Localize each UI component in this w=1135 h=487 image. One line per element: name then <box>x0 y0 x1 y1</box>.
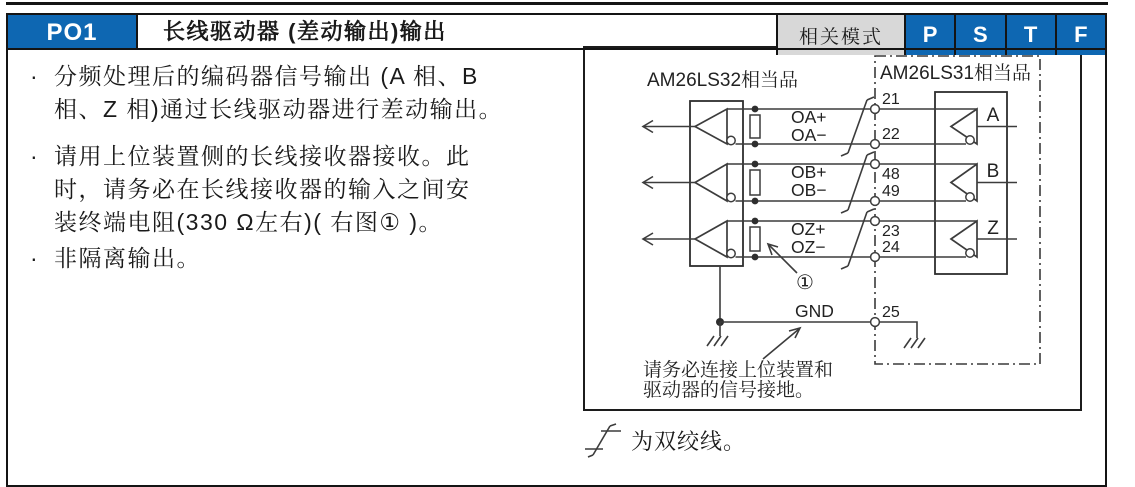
channel-b <box>643 152 1017 213</box>
pin-number: 25 <box>882 304 900 321</box>
bullet-line: 相、Z 相)通过长线驱动器进行差动输出。 <box>54 96 504 122</box>
mode-cell-t: T <box>1005 15 1055 55</box>
signal-label-oa-plus: OA+ <box>791 107 827 127</box>
connector-pin <box>871 253 880 262</box>
receiver-invert-bubble <box>727 193 735 201</box>
termination-resistor <box>750 115 760 138</box>
section-box <box>6 13 1107 487</box>
twisted-pair-legend <box>583 422 746 458</box>
twisted-pair-symbol <box>583 422 623 458</box>
connector-pin <box>871 105 880 114</box>
twisted-pair-mark <box>841 97 874 156</box>
phase-label-z: Z <box>987 218 999 239</box>
bullet-marker: · <box>30 245 40 271</box>
bullet-item <box>30 60 585 126</box>
channel-z <box>643 209 1017 269</box>
termination-resistor <box>750 170 760 195</box>
mode-cell-f: F <box>1055 15 1105 55</box>
section-title: 长线驱动器 (差动输出)输出 <box>163 19 447 44</box>
signal-label-oz-plus: OZ+ <box>791 219 826 239</box>
connector-pin <box>871 217 880 226</box>
bullet-item <box>30 140 585 239</box>
ground-note <box>643 328 833 401</box>
gnd-net <box>707 266 925 348</box>
bullet-line: 非隔离输出。 <box>54 245 201 271</box>
parameter-code-badge <box>8 15 138 50</box>
receiver-invert-bubble <box>727 249 735 257</box>
driver-invert-bubble <box>966 249 974 257</box>
twisted-pair-mark <box>841 152 874 213</box>
connector-pin <box>871 197 880 206</box>
ground-symbol <box>707 322 728 346</box>
ground-note-line: 驱动器的信号接地。 <box>643 380 815 401</box>
connector-pin <box>871 140 880 149</box>
receiver-invert-bubble <box>727 136 735 144</box>
bullet-marker: · <box>30 143 40 169</box>
pin-number: 21 <box>882 91 900 108</box>
description-list <box>30 60 585 275</box>
driver-invert-bubble <box>966 193 974 201</box>
signal-label-ob-minus: OB− <box>791 180 827 200</box>
bullet-marker: · <box>30 63 40 89</box>
mode-cell-p: P <box>904 15 954 55</box>
ground-note-line: 请务必连接上位装置和 <box>643 360 834 381</box>
bullet-line: 请用上位装置侧的长线接收器接收。此 <box>54 143 471 169</box>
wiring-diagram <box>583 46 1083 412</box>
pin-number: 48 <box>882 166 900 183</box>
gnd-label: GND <box>795 301 834 321</box>
phase-label-a: A <box>986 105 1000 126</box>
legend-text: 为双绞线。 <box>631 428 747 454</box>
connector-pin <box>871 318 880 327</box>
parameter-code: PO1 <box>46 18 98 46</box>
bullet-line: 分频处理后的编码器信号输出 (A 相、B <box>54 63 479 89</box>
pin-number: 23 <box>882 223 900 240</box>
page-top-rule <box>6 2 1108 5</box>
pin-number: 22 <box>882 126 900 143</box>
header-bottom-border <box>8 48 1105 50</box>
twisted-pair-mark <box>841 209 874 269</box>
mode-cell-s: S <box>954 15 1004 55</box>
connector-pin <box>871 160 880 169</box>
signal-label-ob-plus: OB+ <box>791 162 827 182</box>
related-mode-cell: 相关模式 <box>776 15 904 55</box>
bullet-item <box>30 242 585 275</box>
pin-number: 49 <box>882 183 900 200</box>
bullet-text <box>54 242 201 275</box>
bullet-text <box>54 60 503 126</box>
receiver-ic-label: AM26LS32相当品 <box>647 70 799 91</box>
termination-resistor <box>750 227 760 251</box>
driver-ic-label: AM26LS31相当品 <box>880 63 1032 84</box>
driver-invert-bubble <box>966 136 974 144</box>
bullet-text <box>54 140 471 239</box>
ground-symbol <box>904 338 925 348</box>
signal-label-oa-minus: OA− <box>791 125 827 145</box>
circled-one-mark: ① <box>796 272 814 294</box>
bullet-line: 时，请务必在长线接收器的输入之间安 <box>54 176 471 202</box>
signal-label-oz-minus: OZ− <box>791 237 826 257</box>
bullet-line: 装终端电阻(330 Ω左右)( 右图① )。 <box>54 209 443 235</box>
phase-label-b: B <box>986 161 1000 182</box>
pin-number: 24 <box>882 239 900 256</box>
